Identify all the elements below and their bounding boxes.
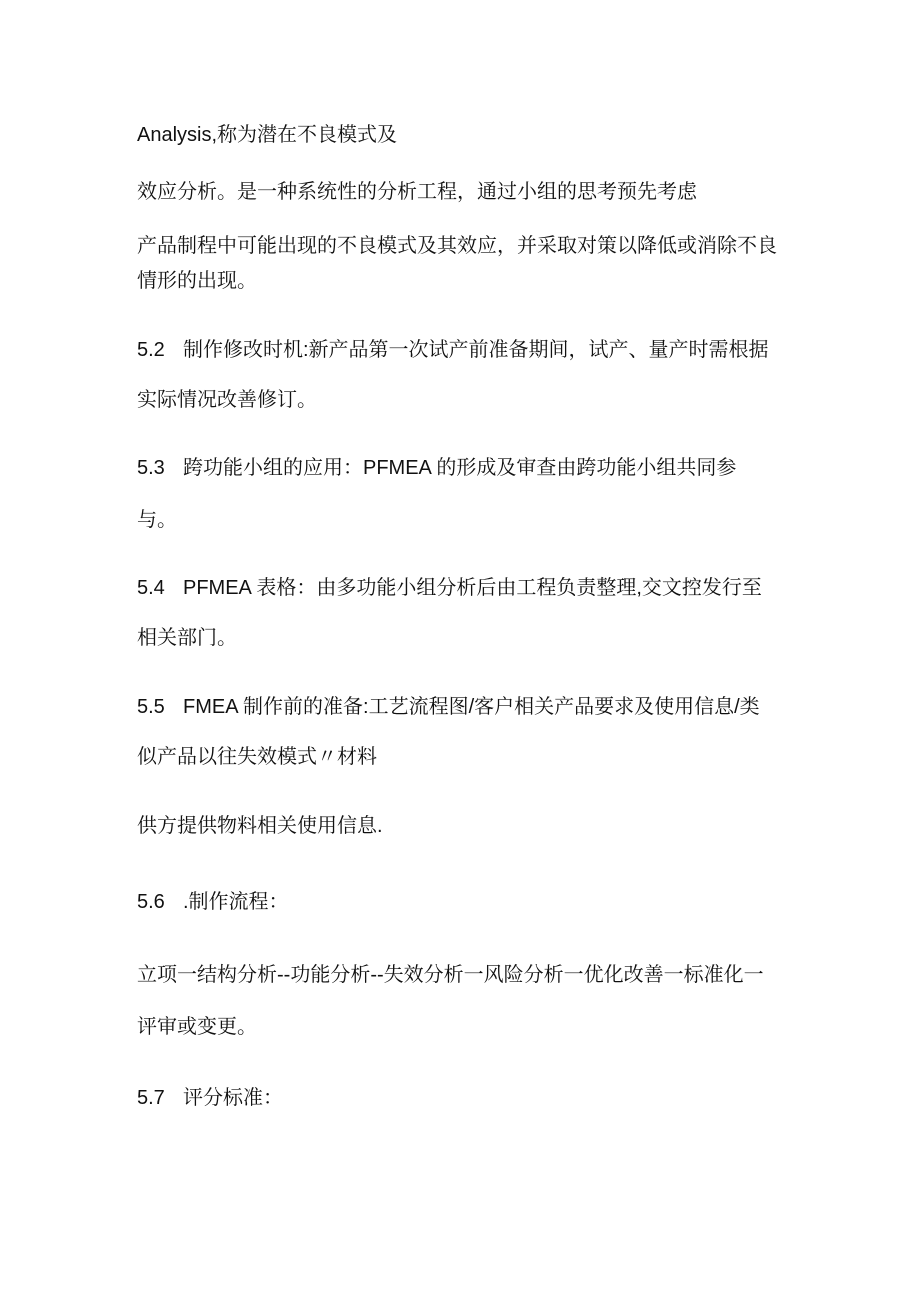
section-text: 评分标准： bbox=[183, 1087, 283, 1109]
section-number: 5.4 bbox=[137, 577, 165, 599]
paragraph-line: 立项一结构分析--功能分析--失效分析一风险分析一优化改善一标准化一 bbox=[137, 964, 764, 986]
paragraph-line: 供方提供物料相关使用信息. bbox=[137, 815, 383, 837]
paragraph-line: 实际情况改善修订。 bbox=[137, 389, 317, 411]
section-number: 5.2 bbox=[137, 339, 165, 361]
paragraph-line: 情形的出现。 bbox=[137, 270, 257, 292]
section-text: 跨功能小组的应用：PFMEA 的形成及审查由跨功能小组共同参 bbox=[183, 457, 737, 479]
section-text: 制作修改时机:新产品第一次试产前准备期间，试产、量产时需根据 bbox=[183, 339, 769, 361]
paragraph-line: 似产品以往失效模式〃材料 bbox=[137, 746, 377, 768]
section-text: PFMEA 表格：由多功能小组分析后由工程负责整理,交文控发行至 bbox=[183, 577, 762, 599]
section-text: FMEA 制作前的准备:工艺流程图/客户相关产品要求及使用信息/类 bbox=[183, 696, 760, 718]
paragraph-line: Analysis,称为潜在不良模式及 bbox=[137, 124, 398, 146]
paragraph-line: 评审或变更。 bbox=[137, 1016, 257, 1038]
paragraph-line: 效应分析。是一种系统性的分析工程，通过小组的思考预先考虑 bbox=[137, 181, 697, 203]
section-text: .制作流程： bbox=[183, 891, 289, 913]
paragraph-line: 相关部门。 bbox=[137, 627, 237, 649]
section-number: 5.7 bbox=[137, 1087, 165, 1109]
section-number: 5.3 bbox=[137, 457, 165, 479]
section-number: 5.6 bbox=[137, 891, 165, 913]
paragraph-line: 与。 bbox=[137, 509, 177, 531]
section-number: 5.5 bbox=[137, 696, 165, 718]
paragraph-line: 产品制程中可能出现的不良模式及其效应，并采取对策以降低或消除不良 bbox=[137, 235, 777, 257]
